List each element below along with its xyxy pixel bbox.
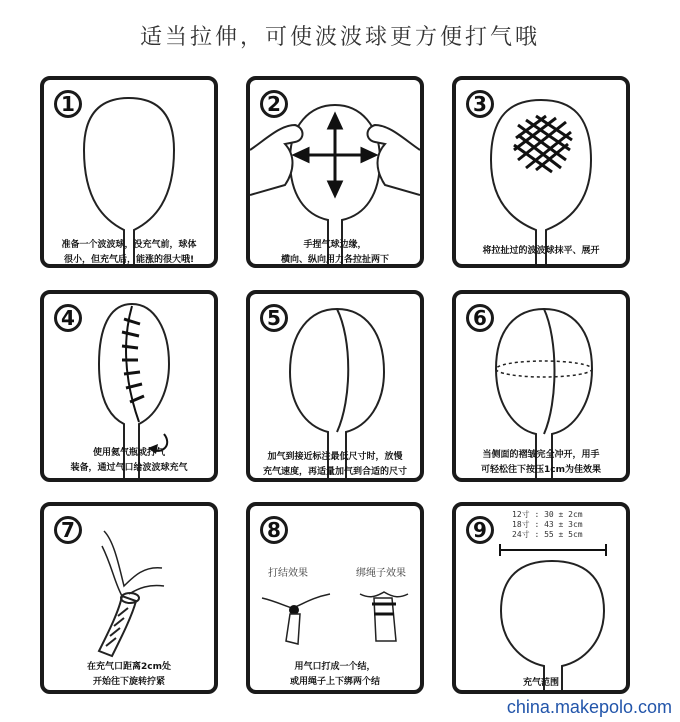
step-caption: 手捏气球边缘， 横向、纵向用力各拉扯两下: [280, 240, 389, 265]
page-title: 适当拉伸，可使波波球更方便打气哦: [139, 25, 540, 50]
step-number: 6: [466, 304, 494, 332]
step-caption: 将拉扯过的波波球抹平、展开: [482, 246, 600, 256]
step-caption: 当侧面的褶皱完全冲开，用手 可轻松往下按压1cm为佳效果: [481, 450, 601, 475]
step-caption: 用气口打成一个结， 或用绳子上下绑两个结: [289, 662, 380, 687]
step-number: 9: [466, 516, 494, 544]
step-card-3: [452, 76, 630, 268]
size-range-list: 12寸 : 30 ± 2cm 18寸 : 43 ± 3cm 24寸 : 55 ± 5cm: [512, 510, 583, 539]
step-caption: 充气范围: [522, 678, 559, 688]
step-card-2: [246, 76, 424, 268]
watermark: china.makepolo.com: [506, 697, 672, 717]
step-number: 1: [54, 90, 82, 118]
step-card-5: [246, 290, 424, 482]
step-number: 2: [260, 90, 288, 118]
step-card-9: [452, 502, 630, 694]
step-card-7: [40, 502, 218, 694]
step-number: 5: [260, 304, 288, 332]
step-card-8: [246, 502, 424, 694]
step-caption: 准备一个波波球，没充气前，球体 很小，但充气后，能涨的很大哦!: [61, 240, 197, 265]
step-card-1: [40, 76, 218, 268]
knot-effect-label: 打结效果: [268, 568, 308, 579]
step-card-6: [452, 290, 630, 482]
step-caption: 使用氦气瓶或打气 装备，通过气口给波波球充气: [70, 448, 188, 473]
step-caption: 在充气口距离2cm处 开始往下旋转拧紧: [87, 662, 171, 687]
step-number: 8: [260, 516, 288, 544]
rope-effect-label: 绑绳子效果: [356, 568, 406, 579]
step-number: 4: [54, 304, 82, 332]
step-caption: 加气到接近标注最低尺寸时，放慢 充气速度，再适量加气到合适的尺寸: [262, 452, 407, 477]
step-number: 3: [466, 90, 494, 118]
step-number: 7: [54, 516, 82, 544]
step-card-4: [40, 290, 218, 482]
